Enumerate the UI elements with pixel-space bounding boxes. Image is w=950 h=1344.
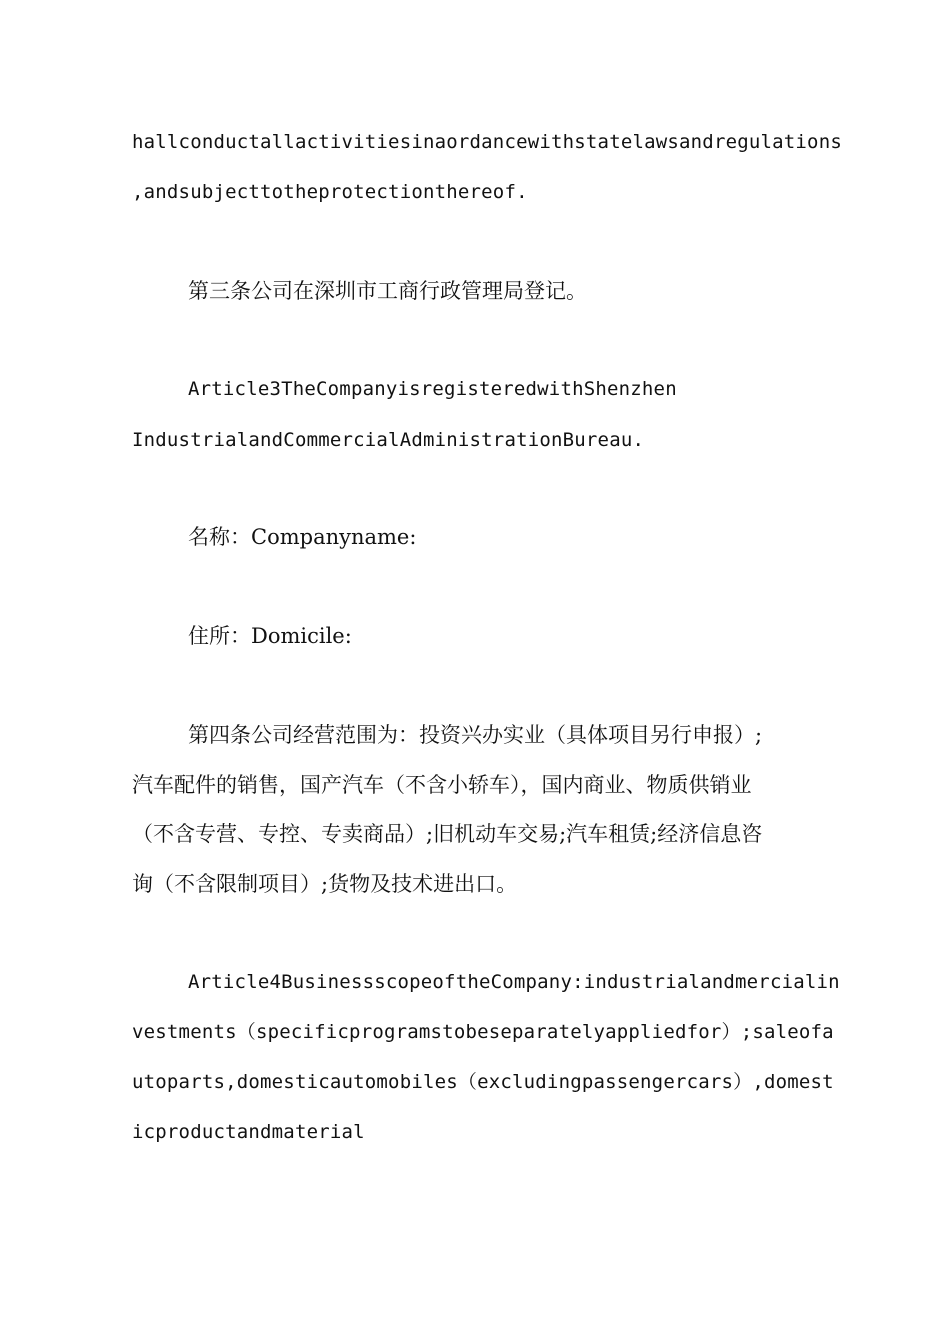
article4-chinese-line1: 第四条公司经营范围为：投资兴办实业（具体项目另行申报）; (188, 723, 763, 747)
domicile-label: 住所：Domicile: (188, 624, 352, 648)
paragraph1-line1: hallconductallactivitiesinaordancewithstatelawsandregulations (132, 131, 842, 153)
article3-english-line1: Article3TheCompanyisregisteredwithShenzhen (188, 378, 677, 400)
article4-chinese-line4: 询（不含限制项目）;货物及技术进出口。 (132, 872, 518, 896)
paragraph1-line2: ,andsubjecttotheprotectionthereof. (132, 181, 528, 203)
article4-english-line4: icproductandmaterial (132, 1121, 365, 1143)
article4-english-line2: vestments（specificprogramstobeseparatelyappliedfor）;saleofa (132, 1021, 834, 1043)
company-name-label: 名称：Companyname: (188, 525, 417, 549)
article4-english-line1: Article4BusinessscopeoftheCompany:industrialandmercialin (188, 971, 840, 993)
article3-chinese: 第三条公司在深圳市工商行政管理局登记。 (188, 279, 587, 303)
article4-english-line3: utoparts,domesticautomobiles（excludingpassengercars）,domest (132, 1071, 834, 1093)
article4-chinese-line2: 汽车配件的销售，国产汽车（不含小轿车），国内商业、物质供销业 (132, 773, 752, 797)
article3-english-line2: IndustrialandCommercialAdministrationBureau. (132, 429, 645, 451)
article4-chinese-line3: （不含专营、专控、专卖商品）;旧机动车交易;汽车租赁;经济信息咨 (132, 822, 763, 846)
